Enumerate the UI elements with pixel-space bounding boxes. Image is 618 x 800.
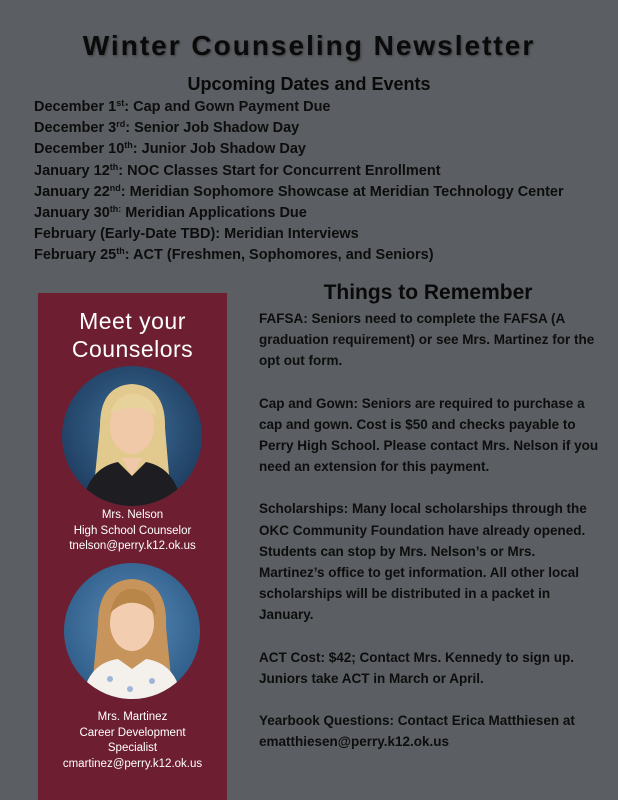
event-item: February (Early-Date TBD): Meridian Interviews: [34, 226, 359, 243]
counselors-panel: [38, 293, 227, 800]
newsletter-title: Winter Counseling Newsletter: [82, 30, 536, 61]
event-item: December 3rd: Senior Job Shadow Day: [34, 119, 300, 137]
counselor-email[interactable]: cmartinez@perry.k12.ok.us: [62, 757, 203, 770]
event-item: January 12th: NOC Classes Start for Concurrent Enrollment: [34, 161, 441, 179]
counselor-role: Career Development: [79, 726, 186, 739]
event-item: December 10th: Junior Job Shadow Day: [34, 140, 306, 158]
counselor-name: Mrs. Martinez: [97, 711, 168, 723]
remember-notes: [259, 308, 604, 773]
event-item: February 25th: ACT (Freshmen, Sophomores, and Seniors): [34, 246, 434, 264]
note-cap-and-gown: Cap and Gown: Seniors are required to purchase a cap and gown. Cost is $50 and checks payable to Perry High School. Please contact Mrs. Nelson if you need an extension for this payment.: [259, 395, 599, 475]
counselor-name: Mrs. Nelson: [101, 509, 164, 521]
events-heading: Upcoming Dates and Events: [187, 74, 431, 94]
counselor-card-nelson: [38, 508, 227, 555]
event-item: January $30^{th:}$ Meridian Applications Due: [34, 204, 307, 222]
counselor-card-martinez: [38, 710, 227, 772]
note-scholarships: Scholarships: Many local scholarships through the OKC Community Foundation have already opened. Students can stop by Mrs. Nelson’s or Mrs. Martinez’s office to get information. All other local scholarships will be distributed in a packet in January.: [259, 501, 587, 623]
note-yearbook: Yearbook Questions: Contact Erica Matthiesen at ematthiesen@perry.k12.ok.us: [259, 713, 575, 750]
counselor-email[interactable]: tnelson@perry.k12.ok.us: [69, 540, 196, 552]
counselors-heading: Meet your Counselors: [71, 308, 194, 362]
counselor-photo-martinez: [64, 563, 200, 699]
note-fafsa: FAFSA: Seniors need to complete the FAFSA (A graduation requirement) or see Mrs. Martinez for the opt out form.: [259, 311, 595, 369]
event-item: December 1st: Cap and Gown Payment Due: [34, 98, 331, 115]
counselor-role: High School Counselor: [73, 524, 192, 537]
events-list: [34, 97, 609, 267]
remember-heading: Things to Remember: [323, 281, 533, 304]
counselor-photo-nelson: [62, 366, 202, 506]
note-act-cost: ACT Cost: $42; Contact Mrs. Kennedy to sign up. Juniors take ACT in March or April.: [259, 649, 575, 686]
event-item: January 22nd: Meridian Sophomore Showcase at Meridian Technology Center: [34, 182, 564, 200]
counselor-role: Specialist: [107, 742, 158, 754]
